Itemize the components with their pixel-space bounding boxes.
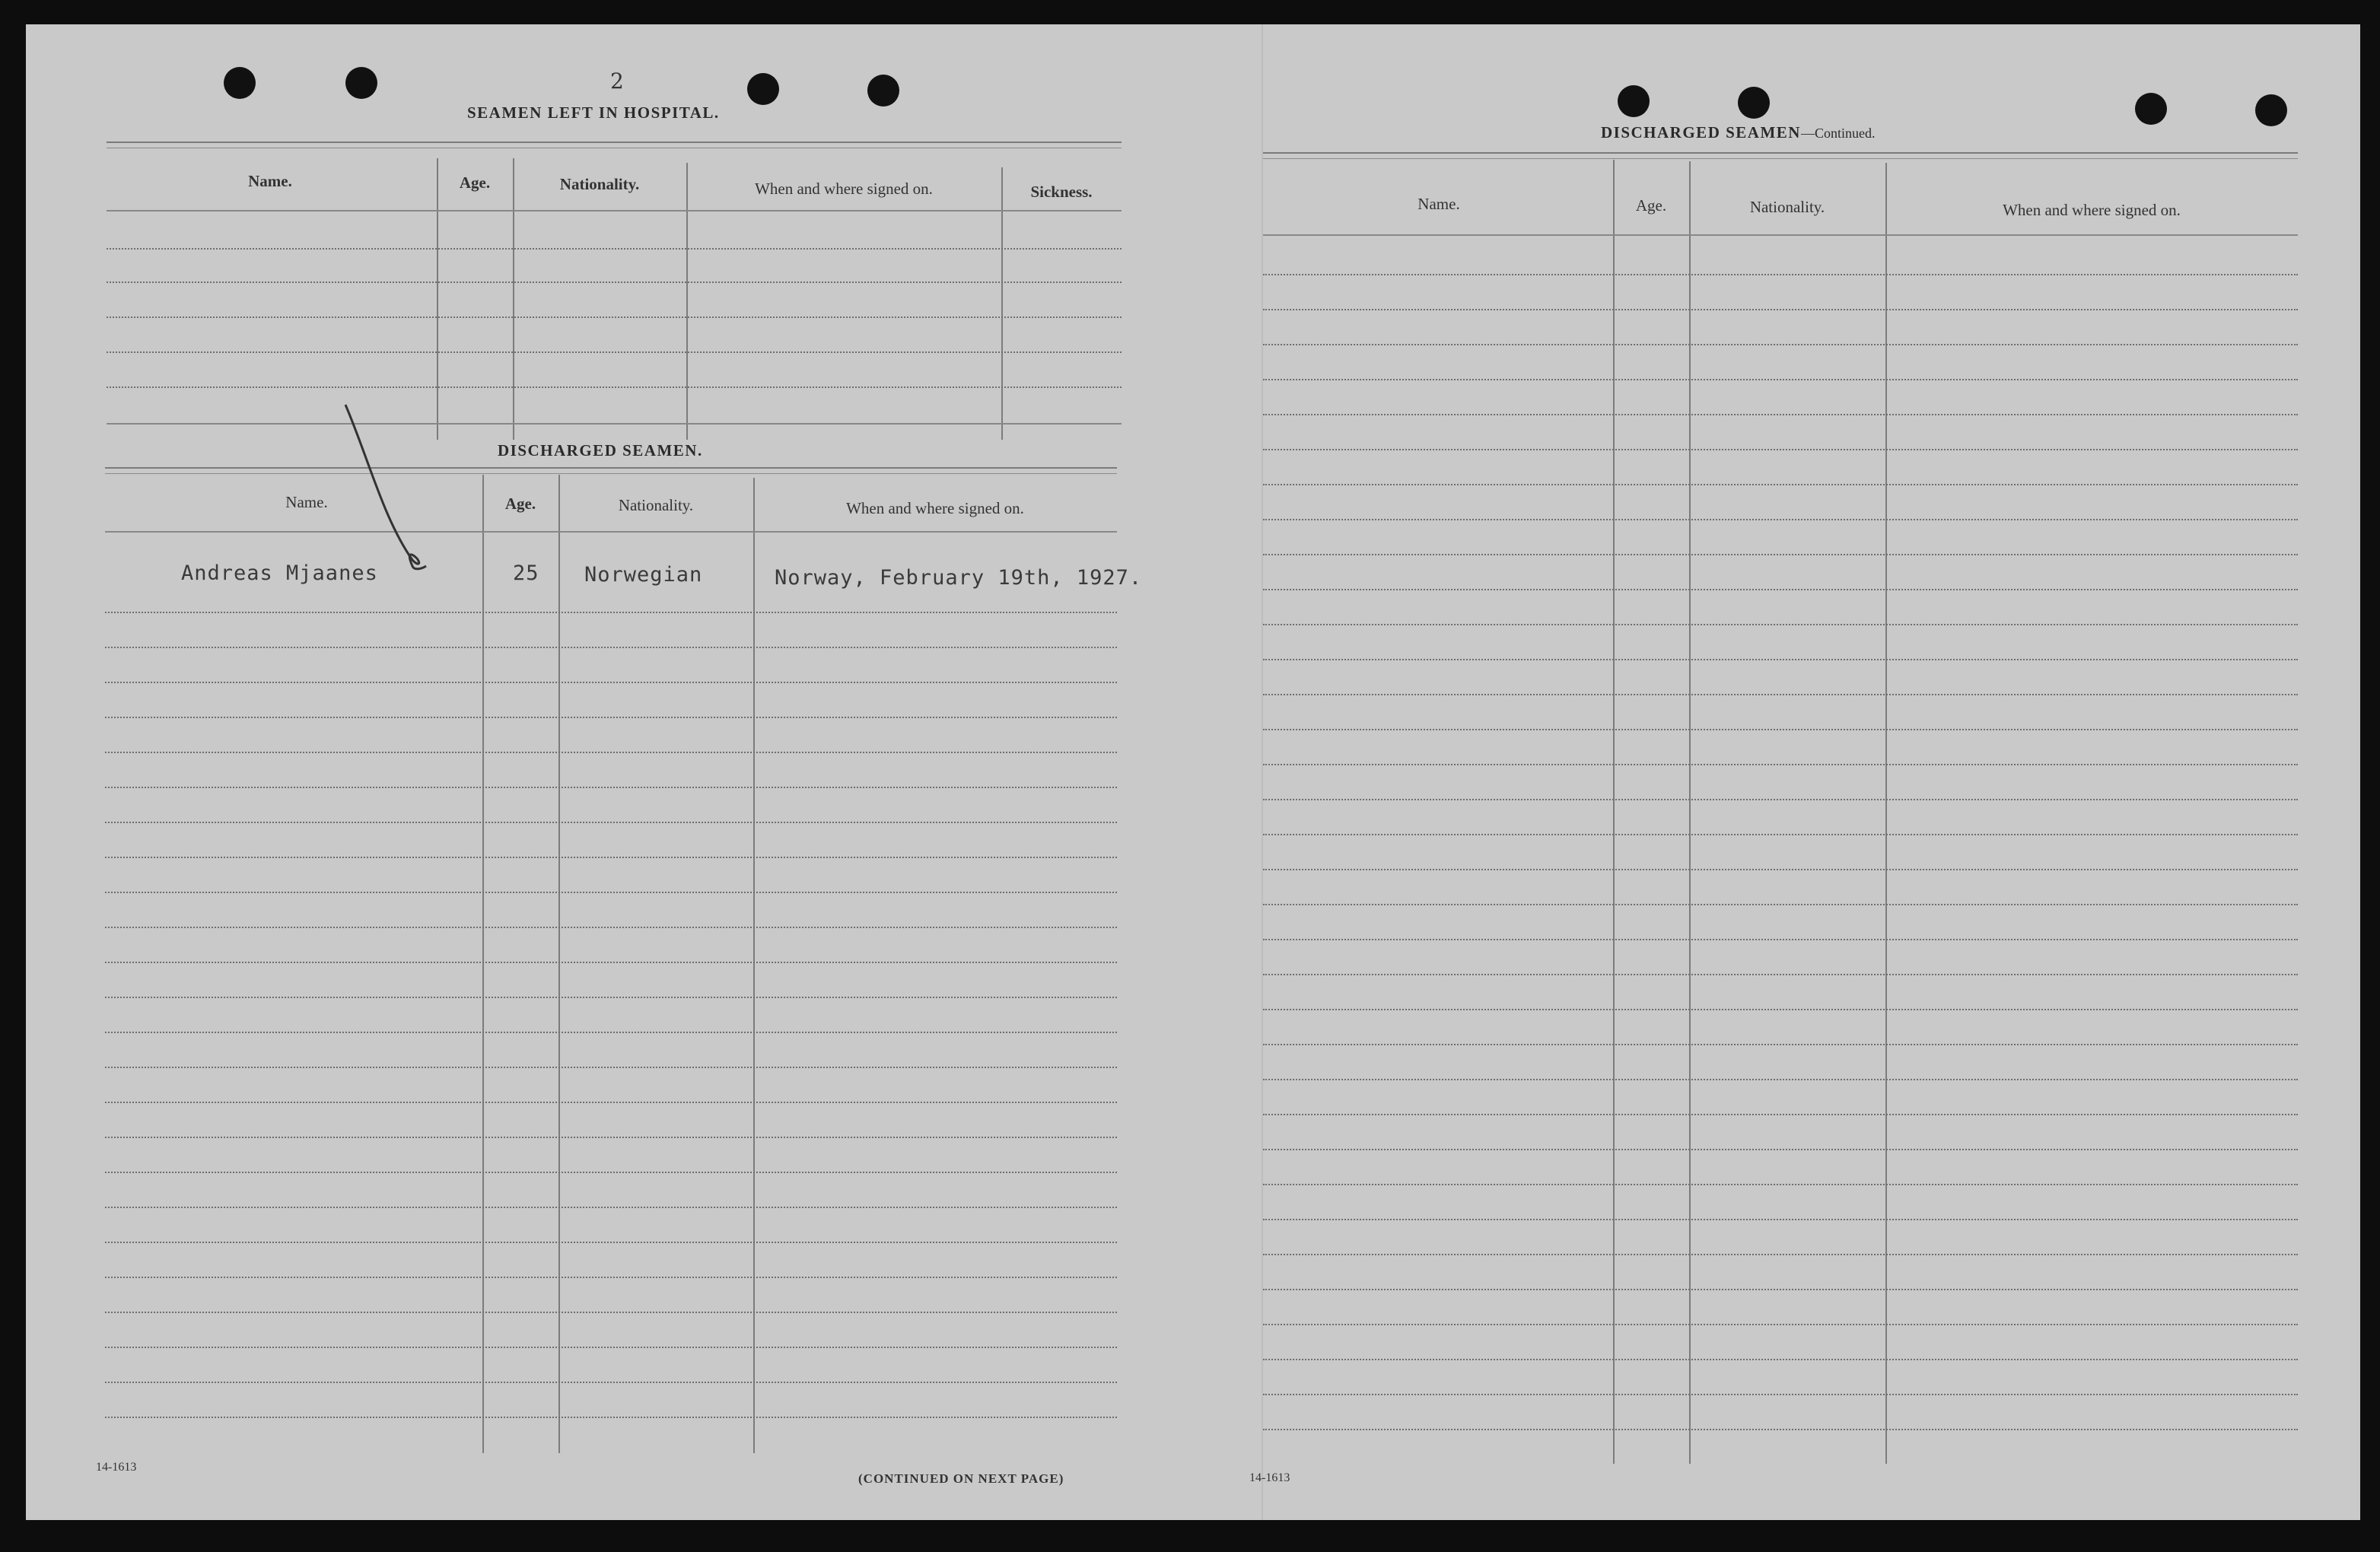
ruled-row-line xyxy=(1263,1149,2298,1150)
ruled-row-line xyxy=(105,612,1117,613)
ruled-row-line xyxy=(1263,764,2298,765)
punch-hole xyxy=(1618,85,1650,117)
discharged-header-age: Age. xyxy=(504,495,536,513)
ruled-row-line xyxy=(1263,974,2298,975)
ruled-row-line xyxy=(105,857,1117,858)
discharged-header-signed-on: When and where signed on. xyxy=(846,499,1024,517)
ruled-row-line xyxy=(1263,1009,2298,1010)
hospital-table xyxy=(107,142,1122,440)
right-form-number: 14-1613 xyxy=(1249,1471,1290,1484)
check-mark-icon xyxy=(338,390,429,587)
ruled-row-line xyxy=(1263,519,2298,520)
punch-hole xyxy=(345,67,377,99)
ruled-row-line xyxy=(105,682,1117,683)
ruled-row-line xyxy=(1263,939,2298,940)
left-form-number: 14-1613 xyxy=(96,1461,137,1474)
right-title-suffix: —Continued. xyxy=(1800,126,1876,141)
continued-note: (CONTINUED ON NEXT PAGE) xyxy=(858,1471,1064,1486)
ruled-row-line xyxy=(105,892,1117,893)
right-discharged-table xyxy=(1263,152,2298,1464)
ruled-row-line xyxy=(1263,554,2298,555)
punch-hole xyxy=(224,67,256,99)
ruled-row-line xyxy=(105,717,1117,718)
ruled-row-line xyxy=(105,1417,1117,1418)
ruled-row-line xyxy=(1263,799,2298,800)
right-title-main: DISCHARGED SEAMEN xyxy=(1601,123,1801,142)
ruled-row-line xyxy=(105,1137,1117,1138)
right-header-signed-on: When and where signed on. xyxy=(2003,201,2181,219)
ruled-row-line xyxy=(1263,1079,2298,1080)
ruled-row-line xyxy=(105,1382,1117,1383)
entry-age: 25 xyxy=(513,561,539,585)
ruled-row-line xyxy=(1263,1219,2298,1220)
discharged-table xyxy=(105,467,1143,1453)
ruled-row-line xyxy=(1263,1044,2298,1045)
ruled-row-line xyxy=(1263,1184,2298,1185)
ruled-row-line xyxy=(105,1277,1117,1278)
hospital-section-title: SEAMEN LEFT IN HOSPITAL. xyxy=(467,103,720,122)
ruled-row-line xyxy=(105,1172,1117,1173)
right-header-nationality: Nationality. xyxy=(1749,198,1825,216)
ruled-row-line xyxy=(1263,414,2298,415)
ruled-row-line xyxy=(1263,1324,2298,1325)
ruled-row-line xyxy=(105,822,1117,823)
ruled-row-line xyxy=(105,1207,1117,1208)
ruled-row-line xyxy=(1263,379,2298,380)
ruled-row-line xyxy=(105,752,1117,753)
ruled-row-line xyxy=(1263,589,2298,590)
ruled-row-line xyxy=(1263,1359,2298,1360)
hospital-header-sickness: Sickness. xyxy=(1030,183,1093,201)
discharged-header-nationality: Nationality. xyxy=(618,496,694,514)
ruled-row-line xyxy=(105,927,1117,928)
ruled-row-line xyxy=(1263,344,2298,345)
ruled-row-line xyxy=(1263,449,2298,450)
punch-hole xyxy=(2255,94,2287,126)
ruled-row-line xyxy=(105,1067,1117,1068)
ruled-row-line xyxy=(105,1032,1117,1033)
ruled-row-line xyxy=(1263,1114,2298,1115)
discharged-section-title: DISCHARGED SEAMEN. xyxy=(498,441,703,460)
ruled-row-line xyxy=(105,1242,1117,1243)
entry-signed-on: Norway, February 19th, 1927. xyxy=(775,566,1143,590)
hospital-header-age: Age. xyxy=(459,173,491,192)
punch-hole xyxy=(747,73,779,105)
ruled-row-line xyxy=(1263,659,2298,660)
manifest-sheet xyxy=(26,24,2360,1520)
page-number: 2 xyxy=(610,68,624,94)
ruled-row-line xyxy=(1263,624,2298,625)
ruled-row-line xyxy=(1263,1394,2298,1395)
ruled-row-line xyxy=(105,647,1117,648)
ruled-row-line xyxy=(105,997,1117,998)
ruled-row-line xyxy=(1263,274,2298,275)
ruled-row-line xyxy=(105,1312,1117,1313)
entry-nationality: Norwegian xyxy=(584,563,703,587)
ruled-row-line xyxy=(105,962,1117,963)
right-header-name: Name. xyxy=(1418,195,1460,213)
ruled-row-line xyxy=(105,1347,1117,1348)
hospital-header-nationality: Nationality. xyxy=(559,175,640,193)
right-header-age: Age. xyxy=(1635,196,1667,215)
punch-hole xyxy=(1738,87,1770,119)
ruled-row-line xyxy=(105,1102,1117,1103)
punch-hole xyxy=(2135,93,2167,125)
ruled-row-line xyxy=(1263,869,2298,870)
ruled-row-line xyxy=(1263,694,2298,695)
ruled-row-line xyxy=(1263,834,2298,835)
ruled-row-line xyxy=(1263,309,2298,310)
discharged-header-name: Name. xyxy=(285,493,328,511)
hospital-header-name: Name. xyxy=(248,172,292,190)
ruled-row-line xyxy=(1263,1429,2298,1430)
punch-hole xyxy=(867,75,899,107)
right-section-title xyxy=(1601,123,1875,142)
ruled-row-line xyxy=(1263,904,2298,905)
entry-name: Andreas Mjaanes xyxy=(181,561,378,585)
ruled-row-line xyxy=(1263,484,2298,485)
hospital-header-signed-on: When and where signed on. xyxy=(755,180,933,198)
ruled-row-line xyxy=(1263,1289,2298,1290)
ruled-row-line xyxy=(105,787,1117,788)
ruled-row-line xyxy=(1263,1254,2298,1255)
ruled-row-line xyxy=(1263,729,2298,730)
